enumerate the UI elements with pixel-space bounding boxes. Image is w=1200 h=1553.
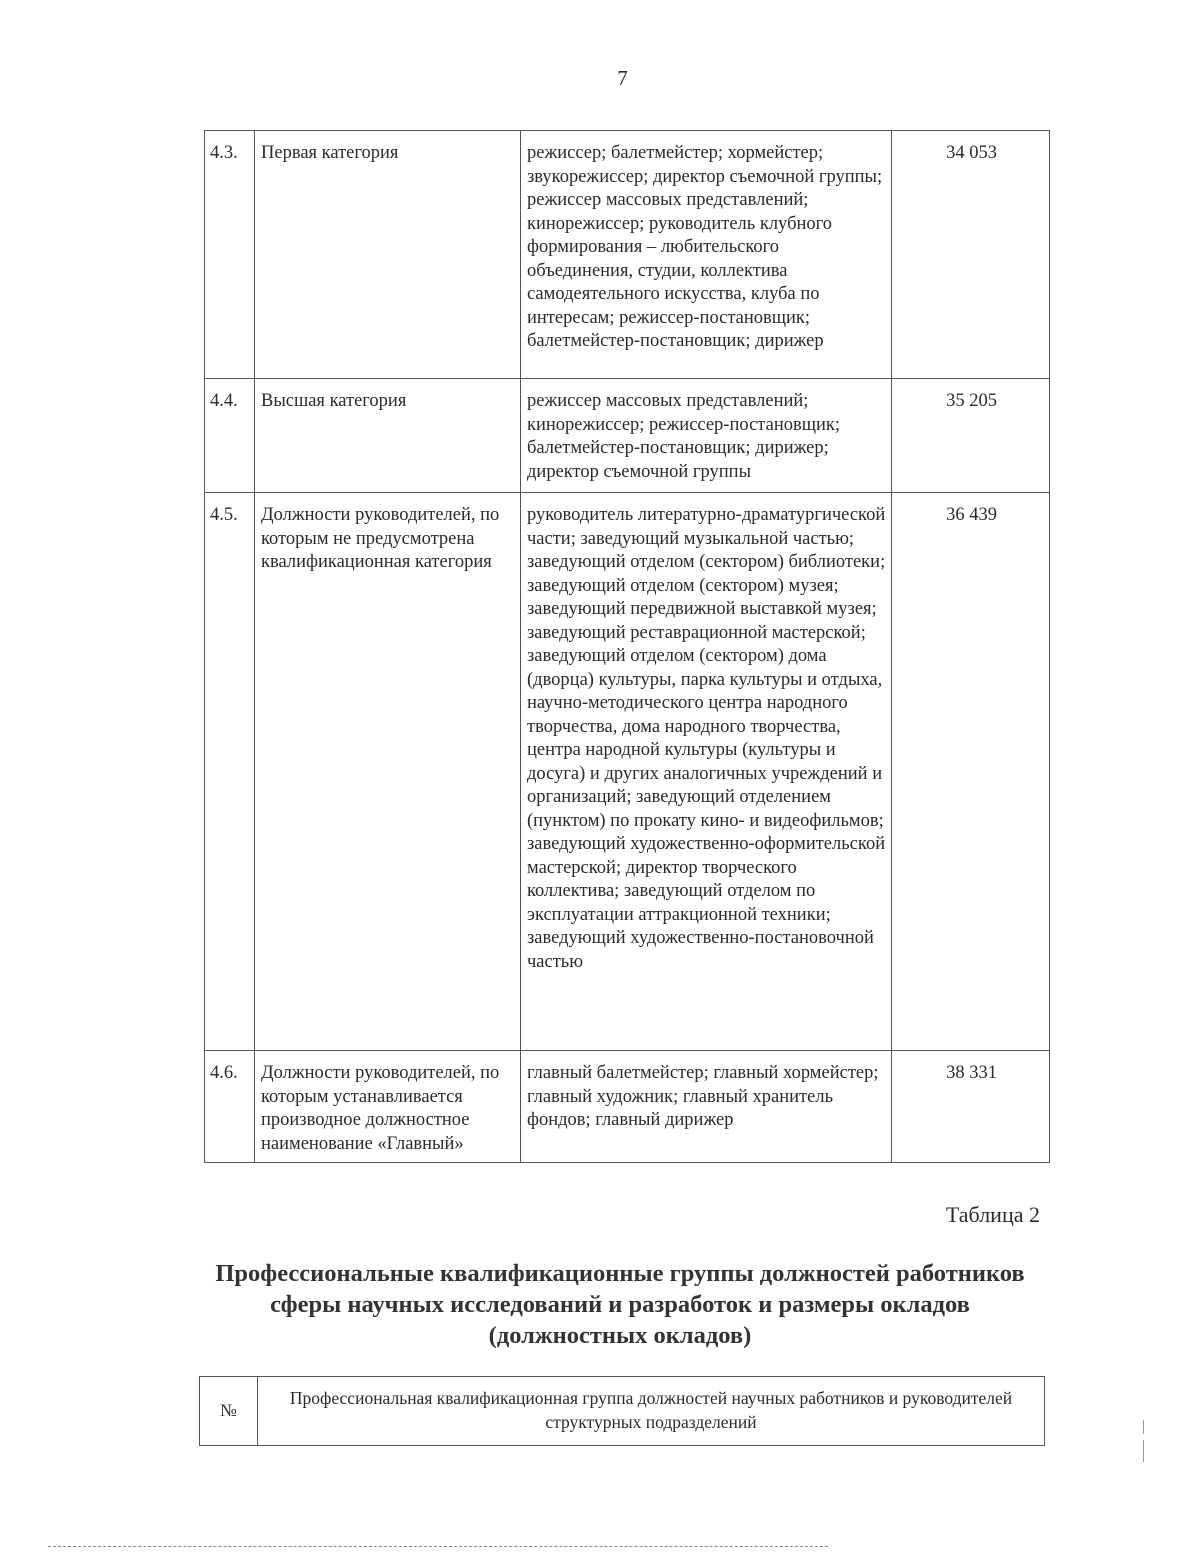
salary-value: 36 439	[892, 493, 1050, 1051]
row-number: 4.4.	[205, 379, 255, 493]
salary-value: 34 053	[892, 131, 1050, 379]
row-number: 4.6.	[205, 1051, 255, 1163]
research-positions-table	[199, 1376, 1045, 1446]
qualification-level: Должности руководителей, по которым устанавливается производное должностное наименование «Главный»	[255, 1051, 521, 1163]
page-number: 7	[617, 66, 628, 90]
positions-list: режиссер; балетмейстер; хормейстер; звукорежиссер; директор съемочной группы; режиссер массовых представлений; кинорежиссер; руководитель клубного формирования – любительского объединения, студии, коллектива самодеятельного искусства, клуба по интересам; режиссер-постановщик; балетмейстер-постановщик; дирижер	[521, 131, 892, 379]
number-column-header: №	[200, 1377, 258, 1446]
salary-value: 38 331	[892, 1051, 1050, 1163]
table-row	[205, 493, 1050, 1051]
positions-list: руководитель литературно-драматургической части; заведующий музыкальной частью; заведующий отделом (сектором) библиотеки; заведующий отделом (сектором) музея; заведующий передвижной выставкой музея; заведующий реставрационной мастерской; заведующий отделом (сектором) дома (дворца) культуры, парка культуры и отдыха, научно-методического центра народного творчества, дома народного творчества, центра народной культуры (культуры и досуга) и других аналогичных учреждений и организаций; заведующий отделением (пунктом) по прокату кино- и видеофильмов; заведующий художественно-оформительской мастерской; директор творческого коллектива; заведующий отделом по эксплуатации аттракционной техники; заведующий художественно-постановочной частью	[521, 493, 892, 1051]
table-caption: Таблица 2	[945, 1202, 1040, 1227]
group-column-header: Профессиональная квалификационная группа должностей научных работников и руководителей структурных подразделений	[258, 1377, 1045, 1446]
scan-margin-mark	[1143, 1440, 1144, 1462]
qualification-level: Высшая категория	[255, 379, 521, 493]
table-row	[205, 131, 1050, 379]
salary-table-continued	[204, 130, 1050, 1163]
qualification-level: Первая категория	[255, 131, 521, 379]
row-number: 4.3.	[205, 131, 255, 379]
scan-margin-mark	[1143, 1420, 1144, 1434]
row-number: 4.5.	[205, 493, 255, 1051]
section-heading: Профессиональные квалификационные группы должностей работников сферы научных исследований и разработок и размеры окладов (должностных окладов)	[215, 1260, 1025, 1349]
positions-list: режиссер массовых представлений; кинорежиссер; режиссер-постановщик; балетмейстер-постановщик; дирижер; директор съемочной группы	[521, 379, 892, 493]
scan-edge-line	[48, 1546, 828, 1547]
qualification-level: Должности руководителей, по которым не предусмотрена квалификационная категория	[255, 493, 521, 1051]
positions-list: главный балетмейстер; главный хормейстер; главный художник; главный хранитель фондов; главный дирижер	[521, 1051, 892, 1163]
table-header-row	[200, 1377, 1045, 1446]
salary-value: 35 205	[892, 379, 1050, 493]
table-row	[205, 1051, 1050, 1163]
table-row	[205, 379, 1050, 493]
